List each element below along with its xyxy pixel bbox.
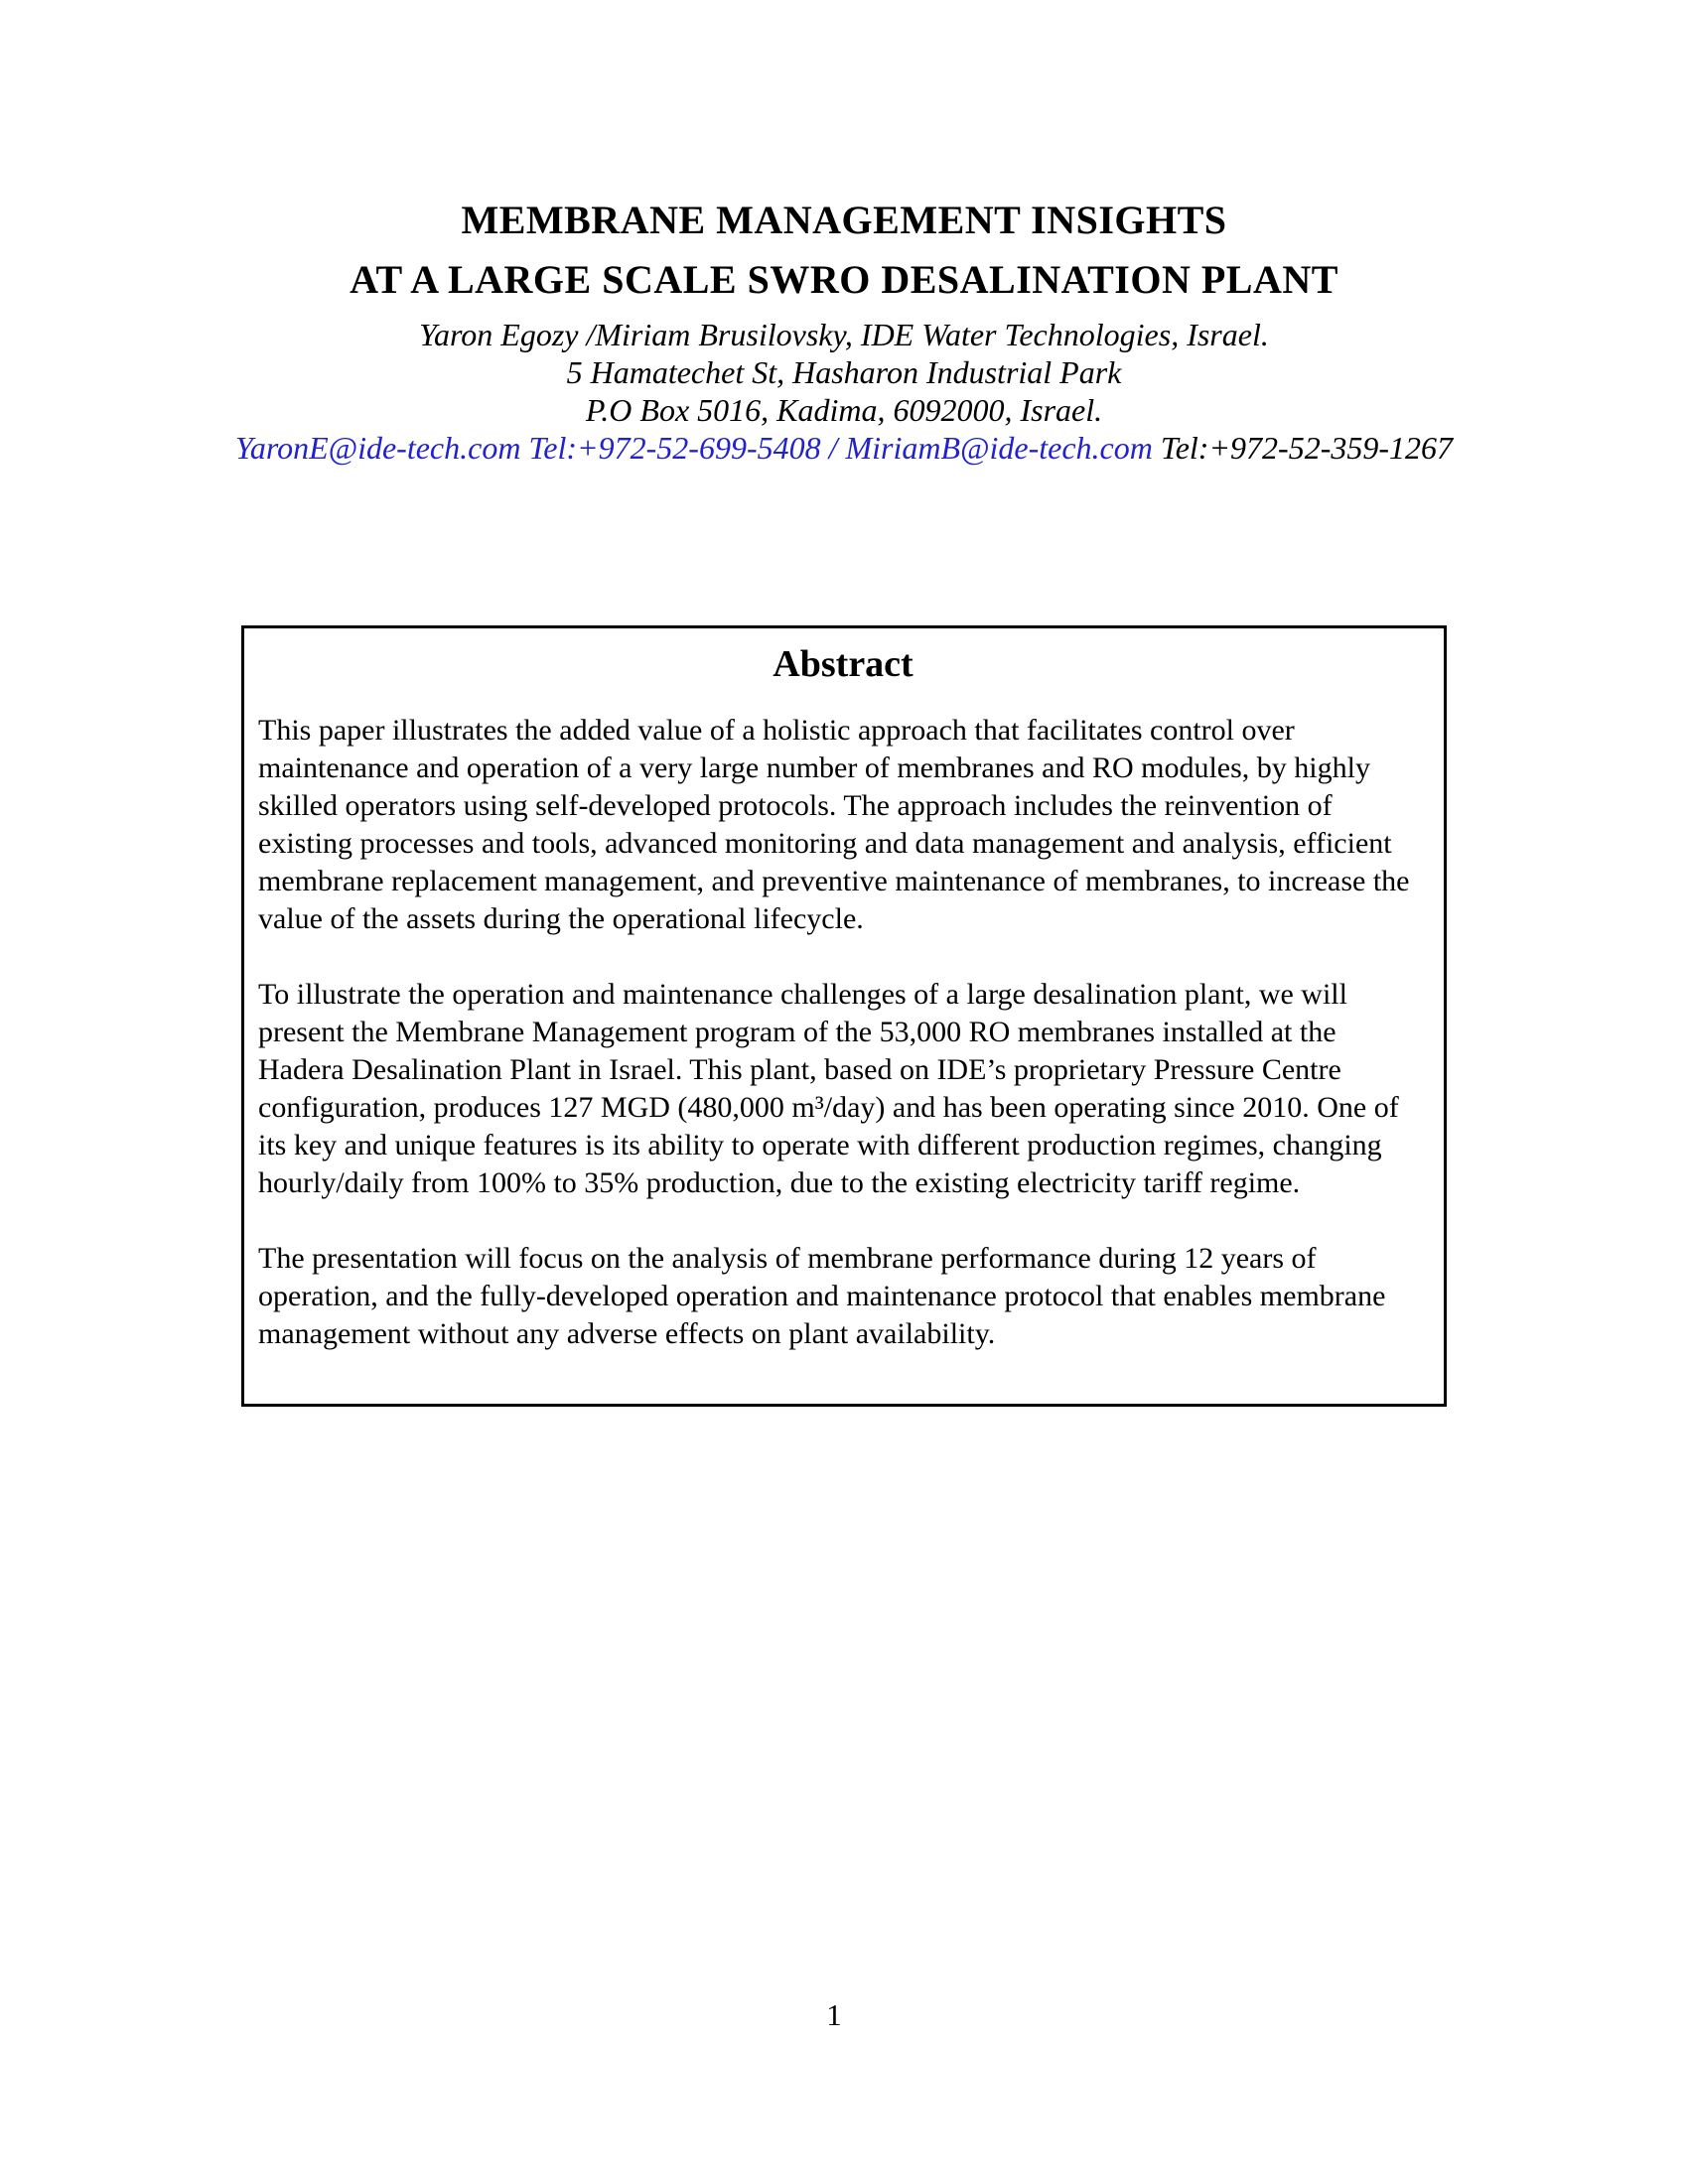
abstract-paragraph: This paper illustrates the added value of a holistic approach that facilitates control over maintenance and operation of a very large number of membranes and RO modules, by highly skilled operators using self-developed protocols. The approach includes the reinvention of existing processes and tools, advanced monitoring and data management and analysis, efficient membrane replacement management, and preventive maintenance of membranes, to increase the value of the assets during the operational lifecycle. [258,714,1410,935]
address-line2: P.O Box 5016, Kadima, 6092000, Israel. [585,392,1103,428]
contact-line [0,429,1688,467]
authors-line: Yaron Egozy /Miriam Brusilovsky, IDE Water Technologies, Israel. [419,317,1269,352]
abstract-box [241,625,1447,1407]
contact-phone: Tel:+972-52-359-1267 [1152,430,1454,466]
abstract-paragraph: The presentation will focus on the analysis of membrane performance during 12 years of operation, and the fully-developed operation and maintenance protocol that enables membrane management without any adverse effects on plant availability. [258,1242,1386,1350]
author-block [0,316,1688,429]
paper-header [0,199,1688,467]
abstract-paragraphs [258,712,1428,1353]
paper-title-line2: AT A LARGE SCALE SWRO DESALINATION PLANT [350,257,1338,302]
contact-email-links[interactable]: YaronE@ide-tech.com Tel:+972-52-699-5408 / MiriamB@ide-tech.com [234,430,1153,466]
address-line1: 5 Hamatechet St, Hasharon Industrial Park [566,354,1122,390]
page-number: 1 [826,1997,842,2032]
abstract-heading: Abstract [773,643,914,685]
paper-title-line1: MEMBRANE MANAGEMENT INSIGHTS [461,198,1227,242]
abstract-paragraph: To illustrate the operation and maintenance challenges of a large desalination plant, we will present the Membrane Management program of the 53,000 RO membranes installed at the Hadera Desalination Plant in Israel. This plant, based on IDE’s proprietary Pressure Centre configuration, produces 127 MGD (480,000 m³/day) and has been operating since 2010. One of its key and unique features is its ability to operate with different production regimes, changing hourly/daily from 100% to 35% production, due to the existing electricity tariff regime. [258,978,1399,1199]
